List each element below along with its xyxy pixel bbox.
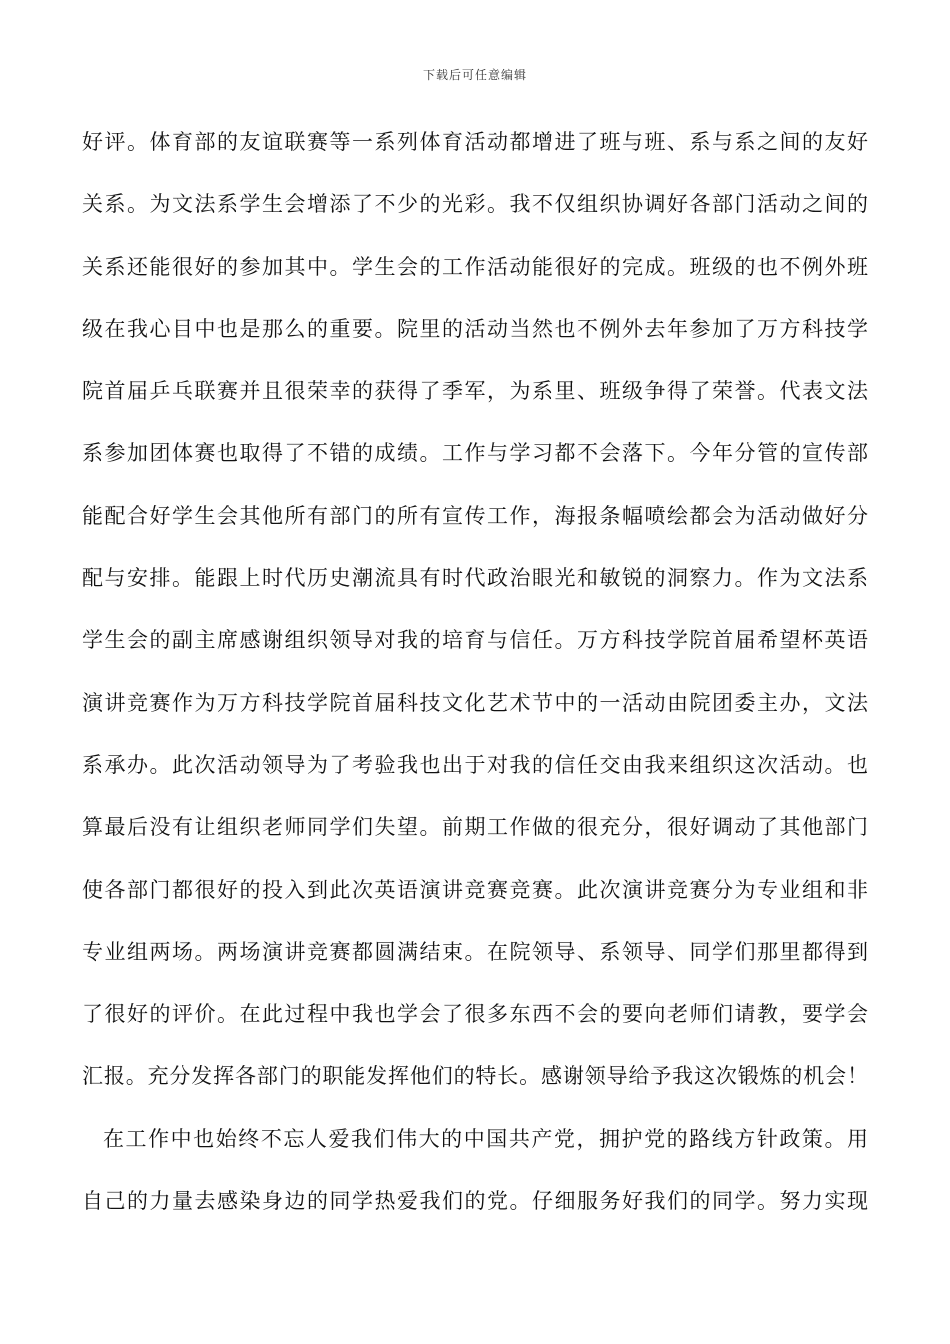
text-line: 配与安排。能跟上时代历史潮流具有时代政治眼光和敏锐的洞察力。作为文法系: [82, 566, 868, 591]
document-body: [82, 111, 868, 1232]
text-line: 系参加团体赛也取得了不错的成绩。工作与学习都不会落下。今年分管的宣传部: [82, 441, 868, 466]
text-line: 院首届乒乓联赛并且很荣幸的获得了季军，为系里、班级争得了荣誉。代表文法: [82, 379, 868, 404]
text-line: 算最后没有让组织老师同学们失望。前期工作做的很充分，很好调动了其他部门: [82, 815, 868, 840]
text-line: 级在我心目中也是那么的重要。院里的活动当然也不例外去年参加了万方科技学: [82, 316, 868, 341]
text-line: 好评。体育部的友谊联赛等一系列体育活动都增进了班与班、系与系之间的友好: [82, 130, 868, 154]
text-line: 专业组两场。两场演讲竞赛都圆满结束。在院领导、系领导、同学们那里都得到: [82, 939, 868, 964]
text-line: 演讲竞赛作为万方科技学院首届科技文化艺术节中的一活动由院团委主办，文法: [82, 690, 868, 715]
paragraph-end-line: 汇报。充分发挥各部门的职能发挥他们的特长。感谢领导给予我这次锻炼的机会！: [82, 1064, 868, 1089]
page-header: 下载后可任意编辑: [422, 68, 527, 82]
text-line: 学生会的副主席感谢组织领导对我的培育与信任。万方科技学院首届希望杯英语: [82, 628, 868, 653]
text-line: 关系还能很好的参加其中。学生会的工作活动能很好的完成。班级的也不例外班: [82, 254, 868, 279]
text-line: 了很好的评价。在此过程中我也学会了很多东西不会的要向老师们请教，要学会: [82, 1002, 868, 1027]
paragraph-first-line: 在工作中也始终不忘人爱我们伟大的中国共产党，拥护党的路线方针政策。用: [103, 1126, 868, 1151]
text-line: 关系。为文法系学生会增添了不少的光彩。我不仅组织协调好各部门活动之间的: [82, 192, 868, 217]
text-line: 自己的力量去感染身边的同学热爱我们的党。仔细服务好我们的同学。努力实现: [82, 1189, 868, 1214]
text-line: 系承办。此次活动领导为了考验我也出于对我的信任交由我来组织这次活动。也: [82, 752, 868, 777]
text-line: 使各部门都很好的投入到此次英语演讲竞赛竞赛。此次演讲竞赛分为专业组和非: [82, 877, 868, 902]
text-line: 能配合好学生会其他所有部门的所有宣传工作，海报条幅喷绘都会为活动做好分: [82, 503, 868, 528]
